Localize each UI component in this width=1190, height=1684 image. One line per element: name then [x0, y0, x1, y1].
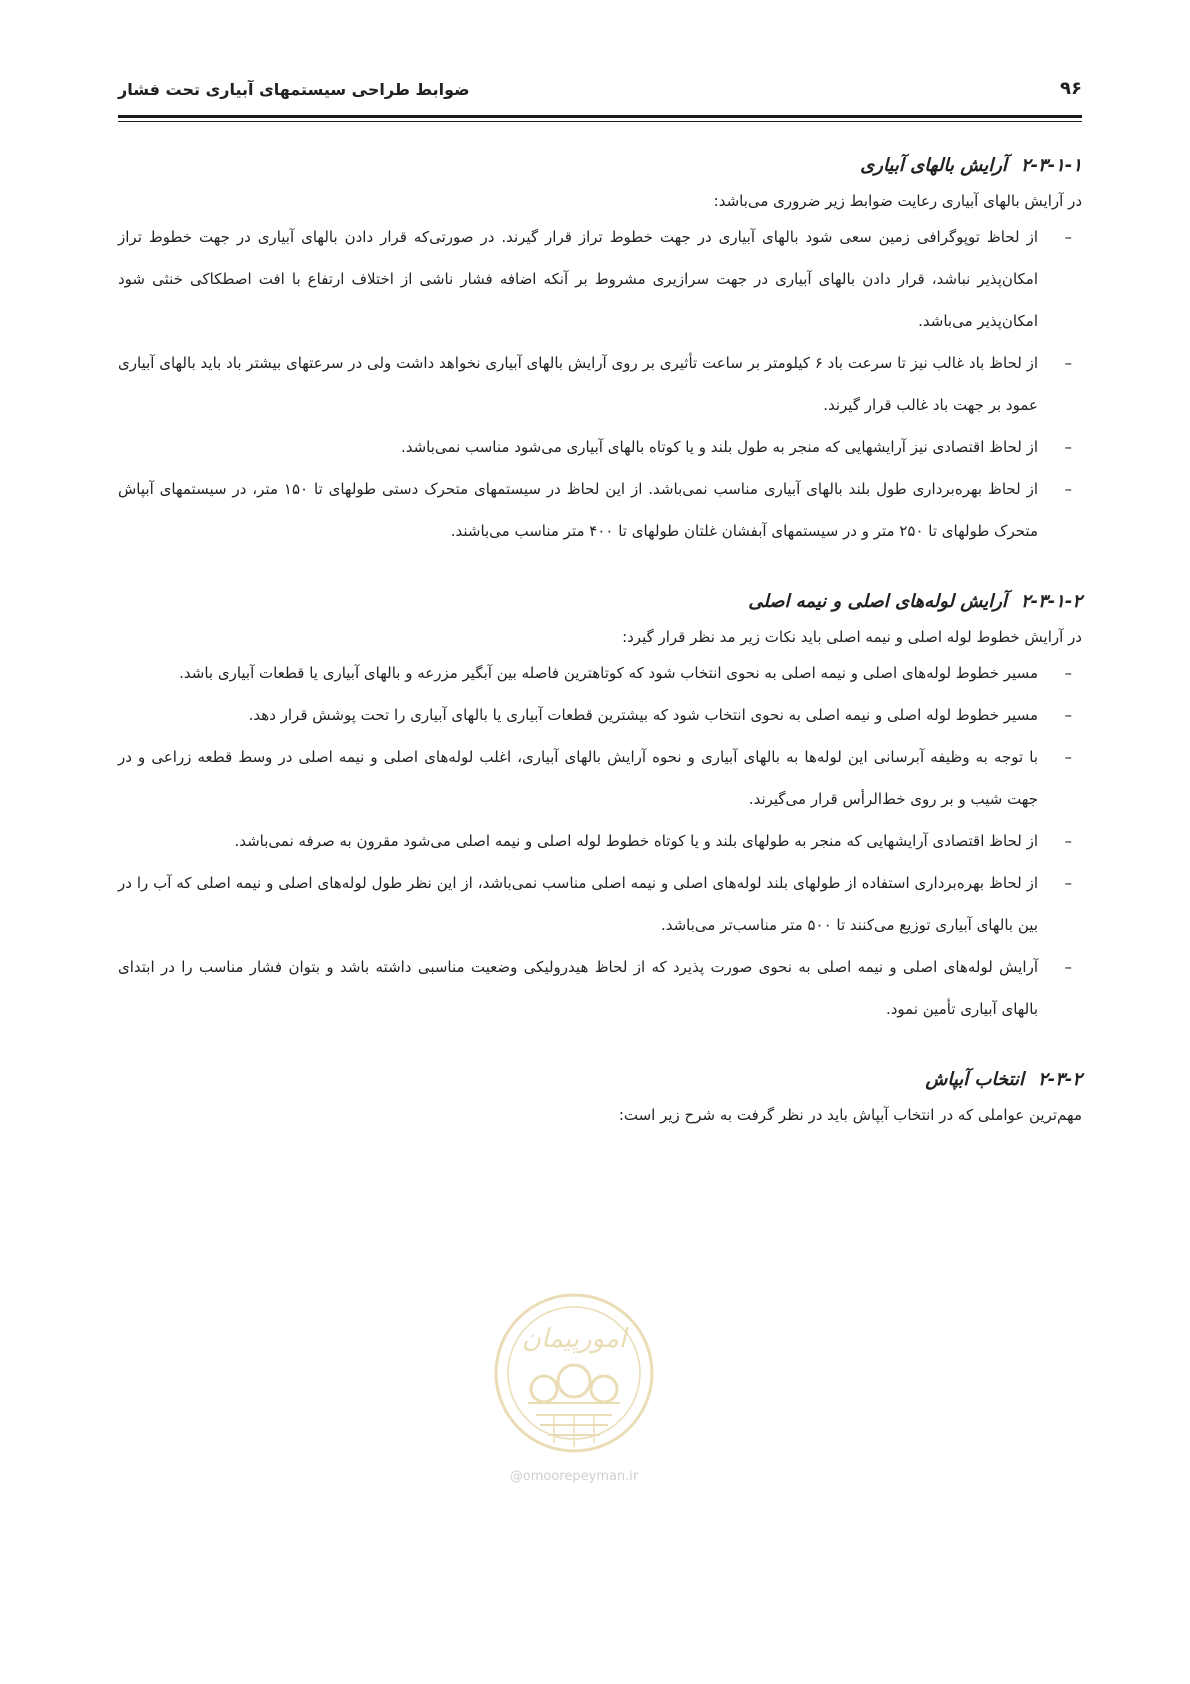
list-item-text: با توجه به وظیفه آبرسانی این لوله‌ها به بالهای آبیاری و نحوه آرایش بالهای آبیاری، اغلب لوله‌های اصلی و نیمه اصلی در وسط قطعه زراعی و در جهت شیب و بر روی خط‌الرأس قرار می‌گیرند. — [118, 748, 1038, 808]
list-item — [118, 736, 1082, 820]
section-number: ۲-۳-۱-۱ — [1020, 155, 1082, 176]
list-item-text: از لحاظ بهره‌برداری استفاده از طولهای بلند لوله‌های اصلی و نیمه اصلی مناسب نمی‌باشد، از این نظر طول لوله‌های اصلی و نیمه اصلی که آب را در بین بالهای آبیاری توزیع می‌کنند تا ۵۰۰ متر مناسب‌تر می‌باشد. — [118, 874, 1038, 934]
section-mainline-layout — [118, 586, 1082, 1030]
dash-bullet: – — [1064, 748, 1072, 766]
dash-bullet: – — [1064, 480, 1072, 498]
watermark-logo-text: امورپیمان — [521, 1324, 627, 1354]
dash-bullet: – — [1064, 664, 1072, 682]
bullet-list — [118, 652, 1082, 1030]
dash-bullet: – — [1064, 438, 1072, 456]
section-title: انتخاب آبپاش — [925, 1069, 1025, 1090]
list-item — [118, 694, 1082, 736]
list-item — [118, 216, 1082, 342]
section-title: آرایش بالهای آبیاری — [860, 155, 1007, 176]
bullet-list — [118, 216, 1082, 552]
section-sprinkler-selection — [118, 1064, 1082, 1130]
section-number: ۲-۳-۲ — [1038, 1069, 1082, 1090]
section-intro: در آرایش بالهای آبیاری رعایت ضوابط زیر ضروری می‌باشد: — [713, 192, 1082, 210]
section-number: ۲-۳-۱-۲ — [1020, 591, 1082, 612]
list-item — [118, 468, 1082, 552]
dash-bullet: – — [1064, 958, 1072, 976]
header-rule-thin — [118, 121, 1082, 122]
dash-bullet: – — [1064, 832, 1072, 850]
dash-bullet: – — [1064, 228, 1072, 246]
watermark-logo-icon — [488, 1285, 660, 1465]
running-title: ضوابط طراحی سیستمهای آبیاری تحت فشار — [118, 80, 470, 99]
section-heading — [118, 586, 1082, 618]
dash-bullet: – — [1064, 354, 1072, 372]
section-intro: در آرایش خطوط لوله اصلی و نیمه اصلی باید نکات زیر مد نظر قرار گیرد: — [622, 628, 1082, 646]
list-item-text: مسیر خطوط لوله‌های اصلی و نیمه اصلی به نحوی انتخاب شود که کوتاهترین فاصله بین آبگیر مزرعه و بالهای آبیاری یا قطعات آبیاری باشد. — [179, 664, 1038, 682]
list-item-text: مسیر خطوط لوله اصلی و نیمه اصلی به نحوی انتخاب شود که بیشترین قطعات آبیاری یا بالهای آبیاری را تحت پوشش قرار دهد. — [248, 706, 1038, 724]
list-item — [118, 342, 1082, 426]
section-heading — [118, 1064, 1082, 1096]
watermark-url: @omoorepeyman.ir — [509, 1469, 639, 1484]
dash-bullet: – — [1064, 706, 1072, 724]
list-item-text: از لحاظ باد غالب نیز تا سرعت باد ۶ کیلومتر بر ساعت تأثیری بر روی آرایش بالهای آبیاری نخواهد داشت ولی در سرعتهای بیشتر باد باید بالهای آبیاری عمود بر جهت باد غالب قرار گیرند. — [118, 354, 1039, 414]
page-header — [118, 74, 1082, 114]
list-item — [118, 862, 1082, 946]
section-title: آرایش لوله‌های اصلی و نیمه اصلی — [748, 591, 1007, 612]
section-intro: مهم‌ترین عواملی که در انتخاب آبپاش باید در نظر گرفت به شرح زیر است: — [618, 1106, 1082, 1124]
page-number: ۹۶ — [1060, 78, 1082, 99]
list-item-text: از لحاظ توپوگرافی زمین سعی شود بالهای آبیاری در جهت خطوط تراز قرار گیرند. در صورتی‌که قرار دادن بالهای آبیاری در جهت خطوط تراز امکان‌پذیر نباشد، قرار دادن بالهای آبیاری در جهت سرازیری مشروط بر آنکه اضافه فشار ناشی از اختلاف ارتفاع با افت اصطکاکی خنثی شود امکان‌پذیر می‌باشد. — [118, 228, 1038, 330]
section-lateral-layout — [118, 150, 1082, 552]
list-item-text: از لحاظ اقتصادی نیز آرایشهایی که منجر به طول بلند و یا کوتاه بالهای آبیاری می‌شود مناسب نمی‌باشد. — [400, 438, 1038, 456]
dash-bullet: – — [1064, 874, 1072, 892]
watermark — [488, 1285, 660, 1495]
list-item — [118, 652, 1082, 694]
list-item-text: از لحاظ بهره‌برداری طول بلند بالهای آبیاری مناسب نمی‌باشد. از این لحاظ در سیستمهای متحرک دستی طولهای تا ۱۵۰ متر، در سیستمهای آبپاش متحرک طولهای تا ۲۵۰ متر و در سیستمهای آبفشان غلتان طولهای تا ۴۰۰ متر مناسب می‌باشند. — [118, 480, 1038, 540]
list-item — [118, 426, 1082, 468]
list-item — [118, 946, 1082, 1030]
list-item-text: آرایش لوله‌های اصلی و نیمه اصلی به نحوی صورت پذیرد که از لحاظ هیدرولیکی وضعیت مناسبی داشته باشد و بتوان فشار مناسب را در ابتدای بالهای آبیاری تأمین نمود. — [118, 958, 1038, 1018]
list-item-text: از لحاظ اقتصادی آرایشهایی که منجر به طولهای بلند و یا کوتاه خطوط لوله اصلی و نیمه اصلی می‌شود مقرون به صرفه نمی‌باشد. — [234, 832, 1038, 850]
list-item — [118, 820, 1082, 862]
section-heading — [118, 150, 1082, 182]
page-content — [118, 150, 1082, 1164]
header-rule-thick — [118, 115, 1082, 118]
